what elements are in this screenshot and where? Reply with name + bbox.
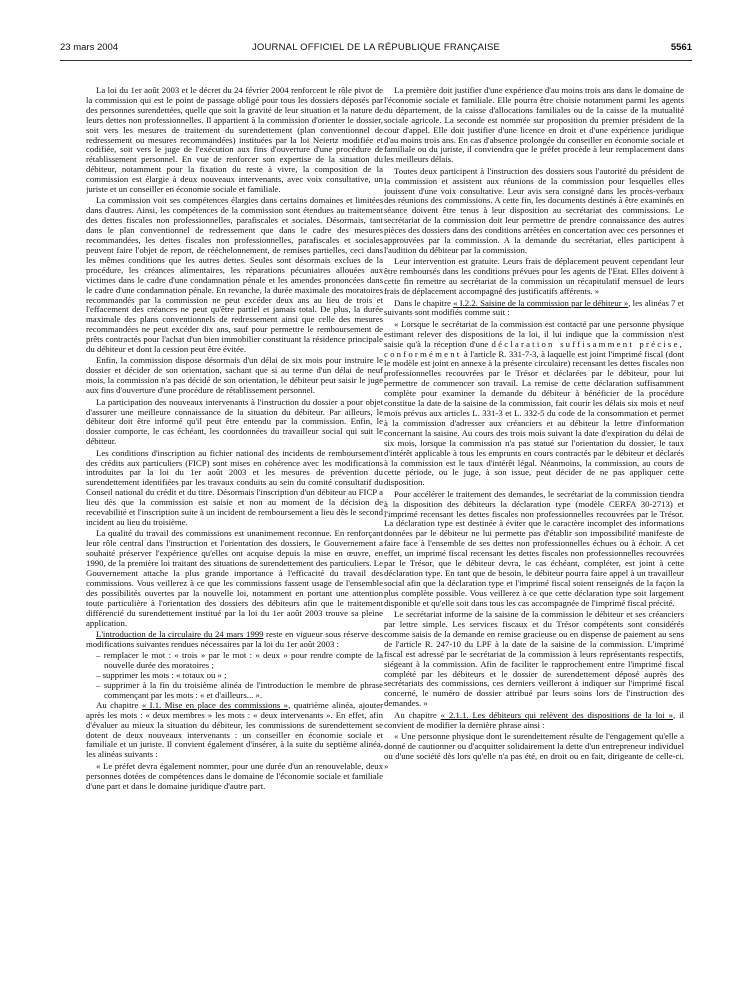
journal-title: JOURNAL OFFICIEL DE LA RÉPUBLIQUE FRANÇAISE <box>251 42 501 53</box>
section-reference: L'introduction de la circulaire du 24 mars 1999 <box>96 628 264 639</box>
paragraph: Le secrétariat informe de la saisine de la commission le débiteur et ses créanciers par lettre simple. Les services fiscaux et du Trésor compétents sont considérés comme saisis de la demande en remise gracieuse ou en dispense de paiement au sens de l'article R. 247-10 du LPF à la date de la saisine de la commission. L'imprimé fiscal est adressé par le secrétariat de la commission à leurs représentants respectifs, siégeant à la commission. Afin de faciliter le rapprochement entre l'imprimé fiscal complété par les débiteurs et le dossier de surendettement déposé auprès des secrétariats des commissions, ces derniers veilleront à indiquer sur l'imprimé fiscal concerné, le numéro de dossier attribué par leurs soins lors de l'instruction des demandes. » <box>384 609 684 709</box>
header-date: 23 mars 2004 <box>60 42 119 53</box>
section-reference: « 2.1.1. Les débiteurs qui relèvent des dispositions de la loi » <box>440 709 674 720</box>
paragraph-text: « Lorsque le secrétariat de la commission est contacté par une personne physique estimant relever des dispositions de la loi, il lui indique que la commission n'est saisie qu'à la réception d'une <box>384 318 684 349</box>
paragraph <box>86 630 383 650</box>
section-reference: « I.1. Mise en place des commissions » <box>141 699 289 710</box>
paragraph: Les conditions d'inscription au fichier national des incidents de remboursement des crédits aux particuliers (FICP) sont mises en cohérence avec les modifications introduites par la loi du 1er août 2003 et les mesures de prévention du surendettement identifiées par les travaux conduits au sein du comité consultatif du Conseil national du crédit et du titre. Désormais l'inscription d'un débiteur au FICP a lieu dès que la commission est saisie et non au moment de la décision de recevabilité et l'inscription suite à un incident de remboursement a lieu dès le second incident au lieu du troisième. <box>86 447 383 527</box>
section-reference: « I.2.2. Saisine de la commission par le débiteur » <box>453 297 629 308</box>
list-item: – supprimer à la fin du troisième alinéa de l'introduction le membre de phrase commençant par les mots : « et d'ailleurs... ». <box>96 679 383 700</box>
header-rule <box>60 60 692 61</box>
paragraph: « Une personne physique dont le surendettement résulte de l'engagement qu'elle a donné de cautionner ou d'acquitter solidairement la dette d'un entrepreneur individuel ou d'une société dès lors qu'elle n'a pas été, en droit ou en fait, dirigeante de celle-ci. » <box>384 731 684 771</box>
paragraph <box>384 320 684 488</box>
list-item: – supprimer les mots : « totaux ou » ; <box>96 670 227 681</box>
paragraph: La première doit justifier d'une expérience d'au moins trois ans dans le domaine de l'économie sociale et familiale. Elle pourra être choisie notamment parmi les agents du département, de la caisse d'allocations familiales ou de la caisse de la mutualité sociale agricole. La seconde est nommée sur proposition du premier président de la cour d'appel. Elle doit justifier d'une licence en droit et d'une expérience juridique d'au moins trois ans. En cas d'absence prolongée du conseiller en économie sociale et familiale ou du juriste, il conviendra que le préfet procède à leur remplacement dans les meilleurs délais. <box>384 86 684 165</box>
paragraph-text: Au chapitre <box>96 699 142 710</box>
paragraph-text: à l'article R. 331-7-3, à laquelle est joint l'imprimé fiscal (dont le modèle est joint en annexe à la présente circulaire) recensant les dettes fiscales non professionnelles recouvrées par le Trésor et déclarées par le débiteur, pour lui permettre de commencer son travail. La remise de cette déclaration suffisamment complète pour examiner la demande du débiteur à bénéficier de la procédure constitue la date de la saisine de la commission, fait courir les délais six mois et neuf mois prévus aux articles L. 331-3 et L. 332-5 du code de la consommation et permet à la commission d'adresser aux créanciers et au débiteur la lettre d'information concernant la saisine. Au cours des trois mois suivant la date d'expiration du délai de six mois, lorsque la commission n'a pas statué sur l'orientation du dossier, le taux d'intérêt applicable à tous les emprunts en cours contractés par le débiteur et déclarés à la commission est le taux d'intérêt légal. Néanmoins, la commission, au cours de cette période, ou le juge, à son issue, peut décider de ne pas appliquer cette disposition. <box>384 348 684 488</box>
paragraph-text: , quatrième alinéa, ajouter après les mots : « deux membres » les mots : « deux intervenants ». En effet, afin d'évaluer au mieux la situation du débiteur, les commissions de surendettement se dotent de deux nouveaux intervenants : un conseiller en économie sociale et familiale et un juriste. Il convient également d'insérer, à la suite du septième alinéa, les alinéas suivants : <box>86 699 383 760</box>
paragraph: La loi du 1er août 2003 et le décret du 24 février 2004 renforcent le rôle pivot de la commission qui est le point de passage obligé pour tous les dossiers déposés par des personnes surendettées, quelle que soit la gravité de leur situation et la nature de leurs dettes non professionnelles. Il appartient à la commission d'orienter le dossier, soit vers les mesures de traitement du surendettement (plan conventionnel de redressement ou mesures recommandées) instituées par la loi Neiertz modifiée et codifiée, soit vers le juge de l'exécution aux fins d'ouverture d'une procédure de rétablissement personnel. En vue de renforcer son expertise de la situation du débiteur, notamment pour la fixation du reste à vivre, la composition de la commission est élargie à deux nouveaux intervenants, avec voix consultative, un juriste et un conseiller en économie sociale et familiale. <box>86 86 383 195</box>
list-item: – remplacer le mot : « trois » par le mot : « deux » pour rendre compte de la nouvelle durée des moratoires ; <box>96 650 383 671</box>
right-column <box>384 86 684 974</box>
paragraph: Leur intervention est gratuite. Leurs frais de déplacement peuvent cependant leur être remboursés dans les conditions prévues pour les agents de l'Etat. Elles doivent à cette fin remettre au secrétariat de la commission un récapitulatif mensuel de leurs frais de déplacement accompagné des justificatifs afférents. » <box>384 256 684 297</box>
amendment-list <box>86 651 383 701</box>
paragraph: Enfin, la commission dispose désormais d'un délai de six mois pour instruire le dossier et décider de son orientation, sachant que si au terme d'un délai de neuf mois, la commission n'a pas décidé de son orientation, le débiteur peut saisir le juge aux fins d'ouverture d'une procédure de rétablissement personnel. <box>86 355 383 396</box>
paragraph-text: Dans le chapitre <box>394 297 454 308</box>
paragraph-text: Au chapitre <box>394 709 441 720</box>
paragraph <box>86 701 383 760</box>
paragraph <box>384 711 684 731</box>
spaced-text: déclaration suffisamment précise, conformément <box>384 338 684 359</box>
paragraph <box>384 299 684 319</box>
page-header <box>60 42 692 58</box>
paragraph: La participation des nouveaux intervenants à l'instruction du dossier a pour objet d'assurer une meilleure connaissance de la situation du débiteur. Par ailleurs, le débiteur doit être informé qu'il peut être entendu par la commission. Enfin, le dossier comporte, le cas échéant, les coordonnées du travailleur social qui suit le débiteur. <box>86 396 383 447</box>
paragraph: La commission voit ses compétences élargies dans certains domaines et limitées dans d'autres. Ainsi, les compétences de la commission sont étendues au traitement des dettes fiscales non professionnelles, parafiscales et sociales. Désormais, tant dans le plan conventionnel de redressement que dans le cadre des mesures recommandées, les dettes fiscales non professionnelles, parafiscales et sociales peuvent faire l'objet de report, de rééchelonnement, de remises partielles, ceci dans les mêmes conditions que les autres dettes. Seules sont désormais exclues de la procédure, les créances alimentaires, les réparations pécuniaires allouées aux victimes dans le cadre d'une condamnation pénale et les amendes prononcées dans le cadre d'une condamnation pénale. En revanche, la durée maximale des moratoires recommandés par la commission ne peut excéder deux ans au lieu de trois et l'effacement des créances ne peut qu'être partiel et jamais total. De plus, la durée maximale des plans conventionnels de redressement ainsi que celle des mesures recommandées ne peut excéder dix ans, sauf pour permettre le remboursement de prêts contractés pour l'achat d'un bien immobilier constituant la résidence principale du débiteur et dont la cession peut être évitée. <box>86 195 383 355</box>
paragraph: Toutes deux participent à l'instruction des dossiers sous l'autorité du président de la commission et assistent aux réunions de la commission pour lesquelles elles jouissent d'une voix consultative. Leur avis sera consigné dans les procès-verbaux des réunions des commissions. A cette fin, les documents destinés à être examinés en séance doivent être tenus à leur disposition au secrétariat des commissions. Le secrétariat de la commission doit leur permettre de prendre connaissance des autres pièces des dossiers dans des conditions arrêtées en concertation avec ces personnes et approuvées par la commission. A la demande du secrétariat, elles participent à l'audition du débiteur par la commission. <box>384 165 684 255</box>
paragraph-text: , les alinéas 7 et suivants sont modifiés comme suit : <box>384 297 684 318</box>
left-column <box>86 86 383 974</box>
paragraph: « Le préfet devra également nommer, pour une durée d'un an renouvelable, deux personnes dotées de compétences dans le domaine de l'économie sociale et familiale d'une part et dans le domaine juridique d'autre part. <box>86 760 383 791</box>
paragraph: La qualité du travail des commissions est unanimement reconnue. En renforçant leur rôle central dans l'instruction et l'orientation des dossiers, le Gouvernement a souhaité préserver l'expérience qu'elles ont acquise depuis la mise en œuvre, en 1990, de la première loi traitant des situations de surendettement des particuliers. Le Gouvernement attache la plus grande importance à l'efficacité du travail des commissions. Vous veillerez à ce que les commissions fassent usage de l'ensemble des possibilités ouvertes par la nouvelle loi, notamment en portant une attention toute particulière à l'orientation des dossiers des débiteurs afin que le traitement différencié du surendettement institué par la loi du 1er août 2003 trouve sa pleine application. <box>86 528 383 628</box>
paragraph-text: , il convient de modifier la dernière phrase ainsi : <box>384 709 684 730</box>
paragraph-text: reste en vigueur sous réserve des modifications suivantes rendues nécessaires par la loi du 1er août 2003 : <box>86 628 383 649</box>
page-number: 5561 <box>670 42 692 53</box>
paragraph: Pour accélérer le traitement des demandes, le secrétariat de la commission tiendra à la disposition des débiteurs la déclaration type (modèle CERFA 30-2713) et l'imprimé recensant les dettes fiscales non professionnelles recouvrées par le Trésor. La déclaration type est destinée à éviter que le caractère incomplet des informations données par le débiteur ne lui permette pas d'établir son impossibilité manifeste de faire face à l'ensemble de ses dettes non professionnelles échues ou à échoir. A cet effet, un imprimé fiscal recensant les dettes fiscales non professionnelles recouvrées par le Trésor, que le débiteur devra, le cas échéant, compléter, est joint à cette déclaration type. En tant que de besoin, le débiteur pourra faire appel à un travailleur social afin que la déclaration type et l'imprimé fiscal soient renseignés de la façon la plus complète possible. Vous veillerez à ce que cette déclaration type soit largement disponible et qu'elle soit dans tous les cas accompagnée de l'imprimé fiscal précité. <box>384 488 684 608</box>
